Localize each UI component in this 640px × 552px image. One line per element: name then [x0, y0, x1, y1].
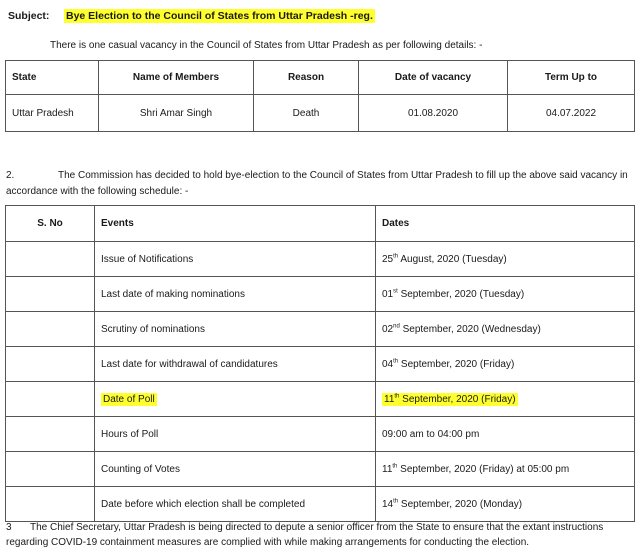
header-sno: S. No: [6, 206, 95, 242]
schedule-row-date-of-poll: [6, 382, 635, 417]
paragraph-3: [6, 520, 632, 550]
header-state: State: [6, 61, 99, 95]
cell-sno: [6, 242, 95, 277]
cell-date: 02nd September, 2020 (Wednesday): [382, 323, 541, 335]
vacancy-table: [5, 60, 635, 132]
cell-reason: Death: [254, 95, 359, 132]
paragraph-2-text: The Commission has decided to hold bye-election to the Council of States from Uttar Pradesh to fill up the above said vacancy in accordance with the following schedule: -: [6, 170, 628, 197]
subject-label: Subject:: [8, 10, 50, 22]
header-term-up-to: Term Up to: [508, 61, 635, 95]
cell-sno: [6, 487, 95, 522]
cell-event-highlighted: Date of Poll: [103, 393, 155, 405]
paragraph-3-number: 3: [6, 522, 12, 533]
cell-sno: [6, 452, 95, 487]
schedule-row: [6, 417, 635, 452]
cell-sno: [6, 312, 95, 347]
cell-date: 25th August, 2020 (Tuesday): [382, 253, 507, 265]
schedule-row: [6, 452, 635, 487]
schedule-row: [6, 347, 635, 382]
cell-event: Last date for withdrawal of candidatures: [101, 358, 278, 370]
paragraph-2-number: 2.: [6, 170, 15, 181]
header-dates: Dates: [376, 206, 635, 242]
intro-paragraph: There is one casual vacancy in the Council of States from Uttar Pradesh as per following details: -: [50, 40, 483, 51]
cell-sno: [6, 382, 95, 417]
schedule-header-row: [6, 206, 635, 242]
cell-term-up-to: 04.07.2022: [508, 95, 635, 132]
cell-date: 11th September, 2020 (Friday) at 05:00 pm: [382, 463, 570, 475]
cell-event: Date before which election shall be completed: [101, 498, 306, 510]
cell-event: Counting of Votes: [101, 463, 180, 475]
header-reason: Reason: [254, 61, 359, 95]
cell-date: 01st September, 2020 (Tuesday): [382, 288, 525, 300]
cell-event: Last date of making nominations: [101, 288, 245, 300]
cell-sno: [6, 347, 95, 382]
cell-state: Uttar Pradesh: [6, 95, 99, 132]
cell-event: Hours of Poll: [101, 428, 159, 440]
subject-line: [8, 10, 375, 22]
schedule-table: [5, 205, 635, 522]
schedule-row: [6, 312, 635, 347]
cell-date: 04th September, 2020 (Friday): [382, 358, 515, 370]
cell-date-of-vacancy: 01.08.2020: [359, 95, 508, 132]
cell-date-highlighted: 11th September, 2020 (Friday): [384, 393, 516, 405]
schedule-row: [6, 487, 635, 522]
cell-date: 14th September, 2020 (Monday): [382, 498, 523, 510]
cell-member-name: Shri Amar Singh: [99, 95, 254, 132]
cell-sno: [6, 277, 95, 312]
header-date-of-vacancy: Date of vacancy: [359, 61, 508, 95]
vacancy-row: [6, 95, 635, 132]
vacancy-header-row: [6, 61, 635, 95]
schedule-row: [6, 242, 635, 277]
cell-date: 09:00 am to 04:00 pm: [382, 428, 480, 440]
cell-sno: [6, 417, 95, 452]
cell-event: Scrutiny of nominations: [101, 323, 205, 335]
header-member-name: Name of Members: [99, 61, 254, 95]
cell-event: Issue of Notifications: [101, 253, 194, 265]
paragraph-2: [6, 168, 632, 200]
paragraph-3-text: The Chief Secretary, Uttar Pradesh is being directed to depute a senior officer from the State to ensure that the extant instructions regarding COVID-19 containment measures are complied with while making arrangements for conducting the election.: [6, 522, 604, 548]
header-events: Events: [95, 206, 376, 242]
schedule-row: [6, 277, 635, 312]
subject-text: Bye Election to the Council of States from Uttar Pradesh -reg.: [66, 10, 373, 22]
